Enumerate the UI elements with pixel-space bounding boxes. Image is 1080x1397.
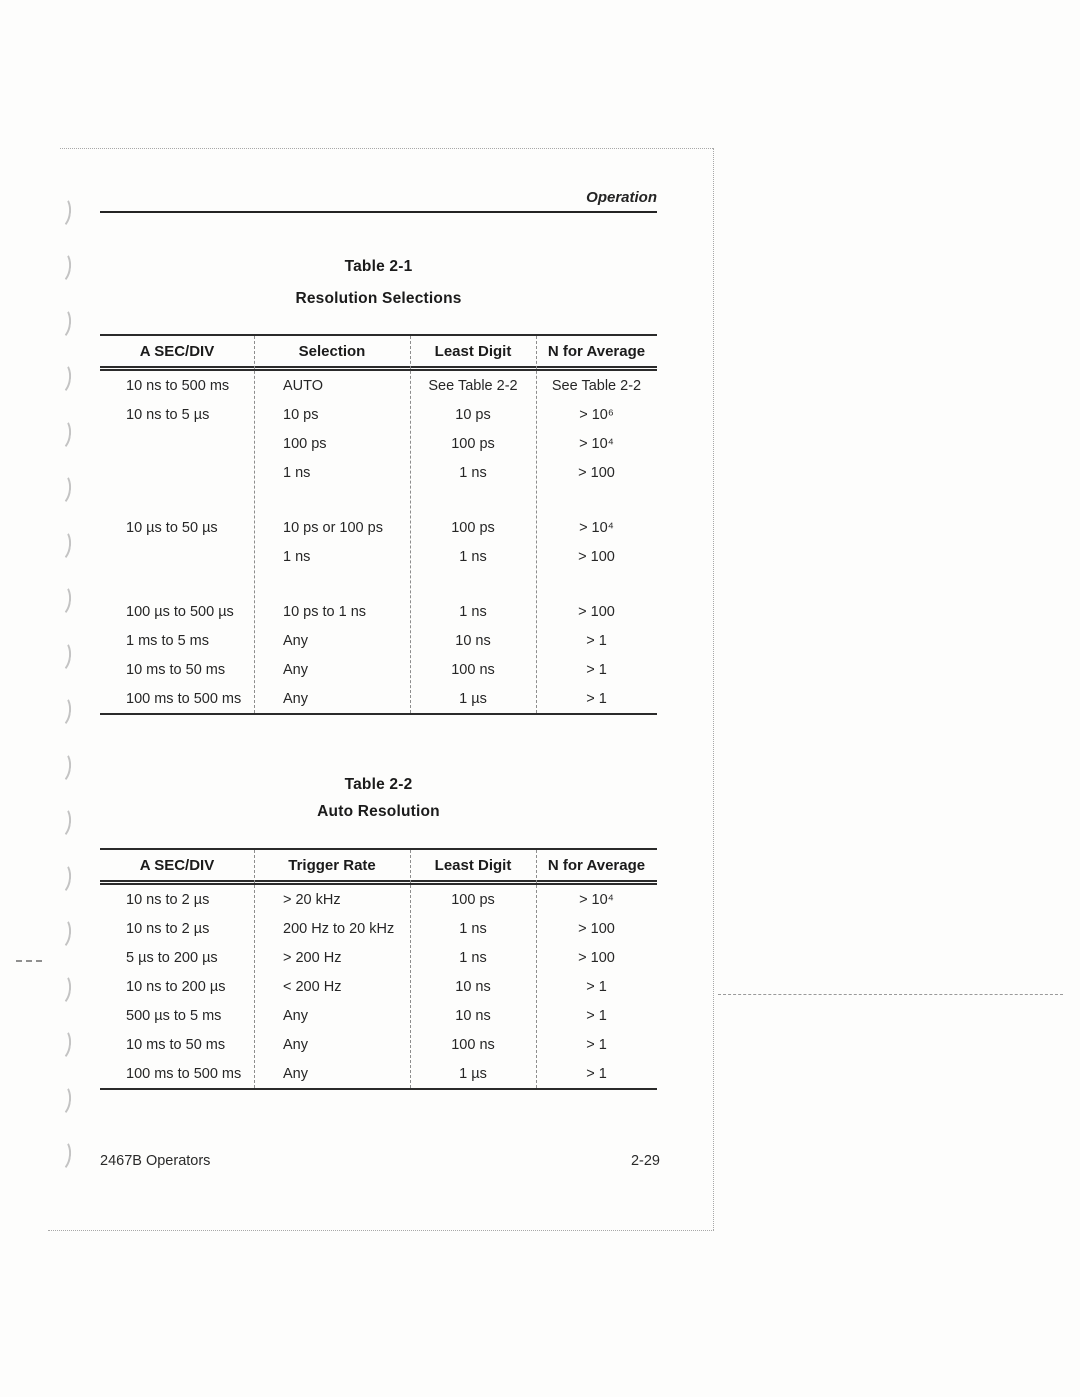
column-header: N for Average: [547, 342, 646, 360]
column-divider: [254, 336, 255, 713]
table-cell: > 100: [578, 920, 615, 937]
table-cell: 10 ns: [455, 632, 491, 649]
table-cell: 1 ns: [283, 548, 311, 565]
table-cell: 10 ps: [455, 406, 491, 423]
table-cell: 100 ns: [451, 661, 495, 678]
table-cell: 100 ms to 500 ms: [126, 690, 242, 707]
column-header: A SEC/DIV: [139, 856, 215, 874]
binder-ring-mark: [50, 250, 72, 284]
running-head: Operation: [586, 189, 657, 206]
table-cell: > 100: [578, 949, 615, 966]
table-cell: 10 ps: [283, 406, 319, 423]
table-cell: > 1: [586, 1007, 607, 1024]
table-cell: > 20 kHz: [283, 891, 341, 908]
table-cell: > 10⁴: [579, 891, 614, 908]
table-cell: > 10⁴: [579, 435, 614, 452]
table-cell: 100 ps: [283, 435, 327, 452]
table-row-spacer: [100, 571, 657, 597]
table-cell: > 1: [586, 1065, 607, 1082]
table-cell: 1 ns: [459, 949, 487, 966]
page-edge-bottom: [48, 1230, 714, 1231]
table-cell: 100 ns: [451, 1036, 495, 1053]
table-cell: > 1: [586, 690, 607, 707]
table-row-spacer: [100, 487, 657, 513]
table-cell: 100 ps: [451, 435, 495, 452]
binder-ring-mark: [50, 472, 72, 506]
table-row: [100, 626, 657, 655]
table-row: [100, 914, 657, 943]
table-cell: > 100: [578, 464, 615, 481]
binder-ring-mark: [50, 972, 72, 1006]
table-cell: 10 ns: [455, 978, 491, 995]
table-cell: Any: [283, 1065, 308, 1082]
table2-caption-number: Table 2-2: [344, 776, 413, 793]
binder-ring-mark: [50, 1083, 72, 1117]
binder-ring-mark: [50, 417, 72, 451]
column-header: Least Digit: [434, 856, 512, 874]
table-cell: 100 ms to 500 ms: [126, 1065, 242, 1082]
binder-ring-mark: [50, 361, 72, 395]
page-edge-right: [713, 148, 714, 1230]
table-cell: > 10⁶: [579, 406, 614, 423]
table-cell: 10 ps to 1 ns: [283, 603, 367, 620]
table-cell: 10 ms to 50 ms: [126, 1036, 226, 1053]
column-header: Trigger Rate: [288, 856, 376, 874]
column-header: Selection: [298, 342, 366, 360]
column-header: N for Average: [547, 856, 646, 874]
table-row: [100, 943, 657, 972]
head-rule: [100, 211, 657, 213]
page-footer: [100, 1153, 660, 1169]
table-cell: 1 ns: [459, 603, 487, 620]
table-cell: 100 µs to 500 µs: [126, 603, 234, 620]
table-cell: 10 ns to 5 µs: [126, 406, 210, 423]
table-cell: 100 ps: [451, 891, 495, 908]
page-edge-top: [60, 148, 713, 149]
table-row: [100, 655, 657, 684]
table-cell: > 100: [578, 603, 615, 620]
binder-ring-mark: [50, 583, 72, 617]
table-cell: 200 Hz to 20 kHz: [283, 920, 395, 937]
table-row: [100, 458, 657, 487]
table-header-row: [100, 850, 657, 885]
left-margin-dash: [16, 960, 42, 962]
auto-resolution-table: [100, 848, 657, 1090]
column-divider: [410, 850, 411, 1088]
table-cell: 10 ns to 500 ms: [126, 377, 230, 394]
table-row: [100, 597, 657, 626]
table-cell: 10 ms to 50 ms: [126, 661, 226, 678]
binder-ring-mark: [50, 306, 72, 340]
column-header: A SEC/DIV: [139, 342, 215, 360]
table-row: [100, 684, 657, 713]
table-row: [100, 1001, 657, 1030]
table-cell: AUTO: [283, 377, 324, 394]
table-cell: > 200 Hz: [283, 949, 342, 966]
column-divider: [536, 850, 537, 1088]
binder-ring-mark: [50, 861, 72, 895]
footer-page-number: 2-29: [630, 1153, 660, 1169]
column-header: Least Digit: [434, 342, 512, 360]
table-cell: 1 µs: [459, 690, 487, 707]
table1-caption-title: Resolution Selections: [295, 290, 462, 307]
table-cell: 10 µs to 50 µs: [126, 519, 218, 536]
binder-ring-mark: [50, 195, 72, 229]
table-cell: 5 µs to 200 µs: [126, 949, 218, 966]
table-cell: > 1: [586, 978, 607, 995]
table-header-row: [100, 336, 657, 371]
table-cell: Any: [283, 661, 308, 678]
table-cell: Any: [283, 1007, 308, 1024]
binder-ring-mark: [50, 639, 72, 673]
footer-document-title: 2467B Operators: [100, 1153, 211, 1169]
binder-ring-mark: [50, 1138, 72, 1172]
table-cell: 10 ns: [455, 1007, 491, 1024]
column-divider: [254, 850, 255, 1088]
table-row: [100, 400, 657, 429]
resolution-selections-table: [100, 334, 657, 715]
table-cell: > 10⁴: [579, 519, 614, 536]
table-row: [100, 371, 657, 400]
column-divider: [536, 336, 537, 713]
table-row: [100, 542, 657, 571]
table-row: [100, 429, 657, 458]
table-row: [100, 1030, 657, 1059]
table-cell: Any: [283, 632, 308, 649]
table-cell: > 100: [578, 548, 615, 565]
margin-dashed-line: [718, 994, 1063, 995]
binder-ring-mark: [50, 750, 72, 784]
table-cell: 1 ms to 5 ms: [126, 632, 209, 649]
table-cell: 1 µs: [459, 1065, 487, 1082]
table-cell: 10 ns to 2 µs: [126, 920, 210, 937]
table-cell: 100 ps: [451, 519, 495, 536]
table-row: [100, 513, 657, 542]
binder-ring-mark: [50, 1027, 72, 1061]
binder-ring-mark: [50, 805, 72, 839]
binder-ring-mark: [50, 916, 72, 950]
table-cell: 1 ns: [283, 464, 311, 481]
table-cell: Any: [283, 1036, 308, 1053]
table-cell: Any: [283, 690, 308, 707]
table-cell: 10 ns to 2 µs: [126, 891, 210, 908]
binder-ring-mark: [50, 694, 72, 728]
column-divider: [410, 336, 411, 713]
table-cell: > 1: [586, 661, 607, 678]
table-cell: < 200 Hz: [283, 978, 342, 995]
table-cell: 10 ps or 100 ps: [283, 519, 383, 536]
table-cell: See Table 2-2: [428, 377, 518, 394]
table2-caption-title: Auto Resolution: [317, 803, 440, 820]
table-cell: > 1: [586, 632, 607, 649]
table-row: [100, 1059, 657, 1088]
table-row: [100, 972, 657, 1001]
table-cell: See Table 2-2: [551, 377, 642, 394]
binder-ring-mark: [50, 528, 72, 562]
table-cell: > 1: [586, 1036, 607, 1053]
table1-caption-number: Table 2-1: [344, 258, 413, 275]
table-cell: 500 µs to 5 ms: [126, 1007, 222, 1024]
table-cell: 1 ns: [459, 464, 487, 481]
table-cell: 1 ns: [459, 920, 487, 937]
table-row: [100, 885, 657, 914]
table-cell: 10 ns to 200 µs: [126, 978, 226, 995]
table-cell: 1 ns: [459, 548, 487, 565]
